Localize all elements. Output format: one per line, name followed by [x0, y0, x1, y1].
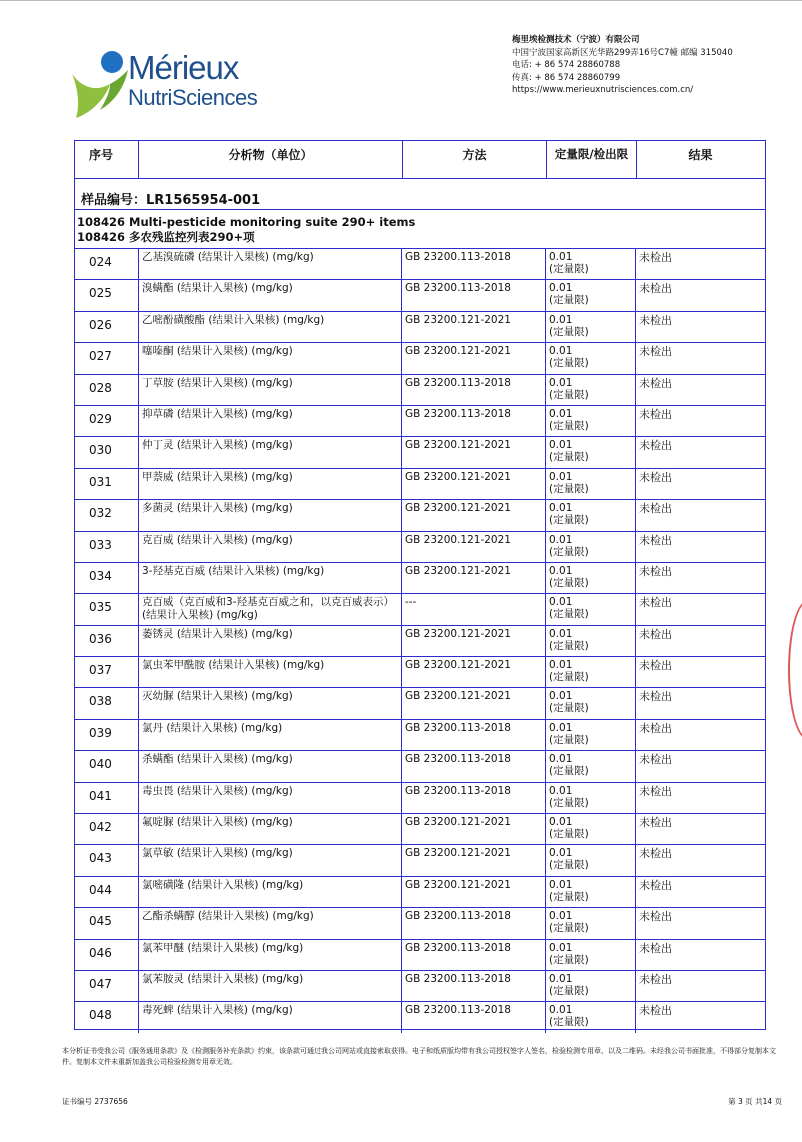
row-method: GB 23200.121-2021	[402, 469, 546, 499]
row-number: 048	[89, 1008, 112, 1023]
suite-title-en: 108426 Multi-pesticide monitoring suite 290+ items	[77, 215, 416, 229]
row-number: 047	[89, 976, 112, 991]
row-number: 030	[89, 443, 112, 458]
table-row	[75, 499, 765, 530]
row-number: 028	[89, 380, 112, 395]
row-analyte: 仲丁灵 (结果计入果核) (mg/kg)	[138, 437, 402, 467]
row-analyte: 氯虫苯甲酰胺 (结果计入果核) (mg/kg)	[138, 657, 402, 687]
row-limit	[546, 845, 636, 875]
table-body	[75, 248, 765, 1033]
row-limit-value: 0.01	[549, 753, 573, 766]
row-limit-value: 0.01	[549, 627, 573, 640]
row-result: 未检出	[639, 376, 672, 390]
row-analyte: 氯丹 (结果计入果核) (mg/kg)	[138, 720, 402, 750]
table-row	[75, 687, 765, 718]
row-limit-value: 0.01	[549, 878, 573, 891]
table-row	[75, 625, 765, 656]
row-limit-type: (定量限)	[549, 733, 589, 746]
row-analyte: 丁草胺 (结果计入果核) (mg/kg)	[138, 375, 402, 405]
table-row	[75, 719, 765, 750]
row-method: GB 23200.121-2021	[402, 626, 546, 656]
table-row	[75, 813, 765, 844]
row-limit	[546, 343, 636, 373]
row-method: GB 23200.113-2018	[402, 1002, 546, 1032]
table-row	[75, 531, 765, 562]
row-method: GB 23200.121-2021	[402, 657, 546, 687]
row-limit-value: 0.01	[549, 470, 573, 483]
row-limit	[546, 406, 636, 436]
row-analyte: 氯草敏 (结果计入果核) (mg/kg)	[138, 845, 402, 875]
row-method: GB 23200.113-2018	[402, 720, 546, 750]
row-limit-type: (定量限)	[549, 765, 589, 778]
row-analyte: 溴螨酯 (结果计入果核) (mg/kg)	[138, 280, 402, 310]
row-limit	[546, 940, 636, 970]
row-limit-type: (定量限)	[549, 671, 589, 684]
row-method: GB 23200.121-2021	[402, 500, 546, 530]
row-analyte: 氟啶脲 (结果计入果核) (mg/kg)	[138, 814, 402, 844]
row-analyte: 乙嘧酚磺酸酯 (结果计入果核) (mg/kg)	[138, 312, 402, 342]
row-number: 034	[89, 568, 112, 583]
row-result: 未检出	[639, 313, 672, 327]
row-limit-type: (定量限)	[549, 325, 589, 338]
row-analyte: 多菌灵 (结果计入果核) (mg/kg)	[138, 500, 402, 530]
col-header-lq: 定量限/检出限	[547, 141, 637, 179]
row-limit-type: (定量限)	[549, 608, 589, 621]
row-limit-type: (定量限)	[549, 702, 589, 715]
row-limit-value: 0.01	[549, 564, 573, 577]
row-result: 未检出	[639, 439, 672, 453]
col-header-no: 序号	[75, 141, 139, 179]
row-method: GB 23200.113-2018	[402, 908, 546, 938]
table-row	[75, 593, 765, 624]
row-number: 042	[89, 820, 112, 835]
row-method: GB 23200.121-2021	[402, 688, 546, 718]
row-result: 未检出	[639, 345, 672, 359]
row-number: 026	[89, 317, 112, 332]
row-limit	[546, 626, 636, 656]
row-method: GB 23200.121-2021	[402, 437, 546, 467]
row-limit-type: (定量限)	[549, 1016, 589, 1029]
row-limit-type: (定量限)	[549, 796, 589, 809]
section-divider	[75, 209, 765, 210]
row-limit	[546, 500, 636, 530]
row-analyte: 甲萘威 (结果计入果核) (mg/kg)	[138, 469, 402, 499]
row-method: GB 23200.113-2018	[402, 940, 546, 970]
col-header-method: 方法	[403, 141, 547, 179]
row-method: GB 23200.113-2018	[402, 751, 546, 781]
row-limit-type: (定量限)	[549, 890, 589, 903]
row-result: 未检出	[639, 564, 672, 578]
table-row	[75, 750, 765, 781]
row-result: 未检出	[639, 721, 672, 735]
row-limit	[546, 814, 636, 844]
row-number: 039	[89, 725, 112, 740]
row-method: GB 23200.113-2018	[402, 971, 546, 1001]
row-number: 036	[89, 631, 112, 646]
row-analyte: 乙酯杀螨醇 (结果计入果核) (mg/kg)	[138, 908, 402, 938]
table-row	[75, 907, 765, 938]
table-row	[75, 405, 765, 436]
row-analyte: 氯苯胺灵 (结果计入果核) (mg/kg)	[138, 971, 402, 1001]
row-limit-value: 0.01	[549, 596, 573, 609]
row-limit-type: (定量限)	[549, 514, 589, 527]
row-analyte: 乙基溴硫磷 (结果计入果核) (mg/kg)	[138, 249, 402, 279]
sample-number: 样品编号：LR1565954-001	[81, 193, 261, 208]
row-limit	[546, 657, 636, 687]
table-row	[75, 1001, 765, 1032]
company-name: 梅里埃检测技术（宁波）有限公司	[512, 35, 640, 45]
logo-text	[128, 50, 257, 110]
row-analyte: 克百威 (结果计入果核) (mg/kg)	[138, 532, 402, 562]
row-result: 未检出	[639, 251, 672, 264]
row-result: 未检出	[639, 596, 672, 610]
row-limit-value: 0.01	[549, 439, 573, 452]
row-limit	[546, 877, 636, 907]
table-row	[75, 970, 765, 1001]
top-rule	[0, 0, 802, 1]
row-limit	[546, 249, 636, 279]
row-number: 024	[89, 255, 112, 269]
row-limit-value: 0.01	[549, 690, 573, 703]
row-result: 未检出	[639, 282, 672, 296]
company-logo	[70, 48, 280, 120]
row-number: 035	[89, 600, 112, 615]
row-analyte: 杀螨酯 (结果计入果核) (mg/kg)	[138, 751, 402, 781]
row-method: ---	[402, 594, 546, 624]
results-table	[74, 140, 766, 1030]
row-limit-type: (定量限)	[549, 828, 589, 841]
row-number: 046	[89, 945, 112, 960]
table-row	[75, 562, 765, 593]
row-number: 027	[89, 349, 112, 364]
certificate-number: 证书编号 2737656	[62, 1097, 128, 1106]
row-number: 045	[89, 914, 112, 929]
row-limit	[546, 469, 636, 499]
row-analyte: 克百威（克百威和3-羟基克百威之和，以克百威表示） (结果计入果核) (mg/kg)	[138, 594, 402, 624]
row-number: 041	[89, 788, 112, 803]
row-result: 未检出	[639, 627, 672, 641]
table-row	[75, 844, 765, 875]
table-row	[75, 876, 765, 907]
table-row	[75, 342, 765, 373]
logo-mark-icon	[70, 48, 130, 120]
row-result: 未检出	[639, 847, 672, 861]
row-result: 未检出	[639, 941, 672, 955]
row-method: GB 23200.121-2021	[402, 343, 546, 373]
table-row	[75, 436, 765, 467]
table-row	[75, 248, 765, 279]
company-address: 中国宁波国家高新区光华路299弄16号C7幢 邮编 315040	[512, 47, 733, 58]
row-limit-value: 0.01	[549, 407, 573, 420]
row-result: 未检出	[639, 1004, 672, 1018]
row-number: 029	[89, 411, 112, 426]
row-number: 038	[89, 694, 112, 709]
row-method: GB 23200.121-2021	[402, 563, 546, 593]
row-limit-type: (定量限)	[549, 576, 589, 589]
row-limit	[546, 720, 636, 750]
row-result: 未检出	[639, 502, 672, 516]
suite-title	[77, 215, 415, 245]
row-number: 040	[89, 757, 112, 772]
row-limit	[546, 280, 636, 310]
row-limit-type: (定量限)	[549, 984, 589, 997]
row-limit-value: 0.01	[549, 376, 573, 389]
row-analyte: 氯嘧磺隆 (结果计入果核) (mg/kg)	[138, 877, 402, 907]
table-row	[75, 374, 765, 405]
row-result: 未检出	[639, 470, 672, 484]
row-result: 未检出	[639, 910, 672, 924]
row-analyte: 萎锈灵 (结果计入果核) (mg/kg)	[138, 626, 402, 656]
row-analyte: 抑草磷 (结果计入果核) (mg/kg)	[138, 406, 402, 436]
row-method: GB 23200.113-2018	[402, 406, 546, 436]
company-fax: 传真: + 86 574 28860799	[512, 72, 621, 83]
row-method: GB 23200.121-2021	[402, 312, 546, 342]
table-row	[75, 468, 765, 499]
row-limit-value: 0.01	[549, 847, 573, 860]
logo-line2: NutriSciences	[128, 85, 258, 110]
company-info	[512, 34, 792, 97]
row-limit-value: 0.01	[549, 251, 573, 263]
row-limit-value: 0.01	[549, 816, 573, 829]
row-limit-value: 0.01	[549, 313, 573, 326]
row-result: 未检出	[639, 690, 672, 704]
row-analyte: 3-羟基克百威 (结果计入果核) (mg/kg)	[138, 563, 402, 593]
row-limit	[546, 375, 636, 405]
table-header	[75, 141, 765, 179]
row-number: 044	[89, 882, 112, 897]
company-website: https://www.merieuxnutrisciences.com.cn/	[512, 85, 694, 95]
row-limit-value: 0.01	[549, 1004, 573, 1017]
row-method: GB 23200.113-2018	[402, 249, 546, 279]
row-result: 未检出	[639, 878, 672, 892]
logo-line1: Mérieux	[128, 49, 239, 86]
row-limit-value: 0.01	[549, 972, 573, 985]
row-limit	[546, 688, 636, 718]
row-number: 043	[89, 851, 112, 866]
row-limit	[546, 908, 636, 938]
page-number: 第 3 页 共14 页	[728, 1097, 782, 1106]
row-limit	[546, 532, 636, 562]
row-limit-type: (定量限)	[549, 953, 589, 966]
row-limit-type: (定量限)	[549, 451, 589, 464]
table-row	[75, 656, 765, 687]
row-limit-type: (定量限)	[549, 294, 589, 307]
row-number: 037	[89, 663, 112, 678]
row-limit	[546, 563, 636, 593]
row-limit	[546, 594, 636, 624]
row-result: 未检出	[639, 533, 672, 547]
row-limit-value: 0.01	[549, 910, 573, 923]
row-limit	[546, 751, 636, 781]
row-analyte: 氯苯甲醚 (结果计入果核) (mg/kg)	[138, 940, 402, 970]
col-header-analyte: 分析物（单位）	[139, 141, 403, 179]
row-limit	[546, 1002, 636, 1032]
row-number: 031	[89, 474, 112, 489]
row-limit	[546, 783, 636, 813]
row-limit-value: 0.01	[549, 502, 573, 515]
row-result: 未检出	[639, 407, 672, 421]
row-method: GB 23200.121-2021	[402, 814, 546, 844]
col-header-result: 结果	[688, 148, 713, 162]
row-limit-value: 0.01	[549, 941, 573, 954]
row-result: 未检出	[639, 816, 672, 830]
row-result: 未检出	[639, 784, 672, 798]
row-limit-type: (定量限)	[549, 263, 589, 275]
row-limit	[546, 437, 636, 467]
row-limit-type: (定量限)	[549, 545, 589, 558]
row-limit-type: (定量限)	[549, 639, 589, 652]
row-number: 032	[89, 506, 112, 521]
row-method: GB 23200.113-2018	[402, 375, 546, 405]
table-row	[75, 311, 765, 342]
company-phone: 电话: + 86 574 28860788	[512, 60, 621, 70]
row-result: 未检出	[639, 972, 672, 986]
row-limit	[546, 971, 636, 1001]
row-result: 未检出	[639, 753, 672, 767]
row-limit-value: 0.01	[549, 721, 573, 734]
row-limit-value: 0.01	[549, 533, 573, 546]
row-limit	[546, 312, 636, 342]
row-analyte: 毒虫畏 (结果计入果核) (mg/kg)	[138, 783, 402, 813]
row-method: GB 23200.121-2021	[402, 877, 546, 907]
row-method: GB 23200.113-2018	[402, 783, 546, 813]
row-result: 未检出	[639, 659, 672, 673]
row-limit-type: (定量限)	[549, 859, 589, 872]
row-limit-value: 0.01	[549, 784, 573, 797]
row-method: GB 23200.121-2021	[402, 845, 546, 875]
row-limit-type: (定量限)	[549, 357, 589, 370]
table-row	[75, 782, 765, 813]
row-analyte: 毒死蜱 (结果计入果核) (mg/kg)	[138, 1002, 402, 1032]
row-number: 033	[89, 537, 112, 552]
row-limit-value: 0.01	[549, 659, 573, 672]
row-method: GB 23200.113-2018	[402, 280, 546, 310]
row-limit-type: (定量限)	[549, 482, 589, 495]
row-method: GB 23200.121-2021	[402, 532, 546, 562]
table-row	[75, 279, 765, 310]
row-limit-value: 0.01	[549, 345, 573, 358]
suite-title-cn: 108426 多农残监控列表290+项	[77, 230, 255, 244]
red-seal-stamp	[788, 600, 802, 740]
row-analyte: 灭幼脲 (结果计入果核) (mg/kg)	[138, 688, 402, 718]
row-analyte: 噻嗪酮 (结果计入果核) (mg/kg)	[138, 343, 402, 373]
row-limit-type: (定量限)	[549, 922, 589, 935]
row-limit-type: (定量限)	[549, 388, 589, 401]
table-row	[75, 939, 765, 970]
row-number: 025	[89, 286, 112, 301]
row-limit-type: (定量限)	[549, 419, 589, 432]
disclaimer-note: 本分析证书受我公司《服务通用条款》及《检测服务补充条款》约束，该条款可通过我公司网站或直接索取获得。电子和纸质版均带有我公司授权签字人签名，检验检测专用章，以及二维码。未经我公司书面批准，不得部分复制本文件。复制本文件未重新加盖我公司检验检测专用章无效。	[62, 1047, 776, 1066]
row-limit-value: 0.01	[549, 282, 573, 295]
